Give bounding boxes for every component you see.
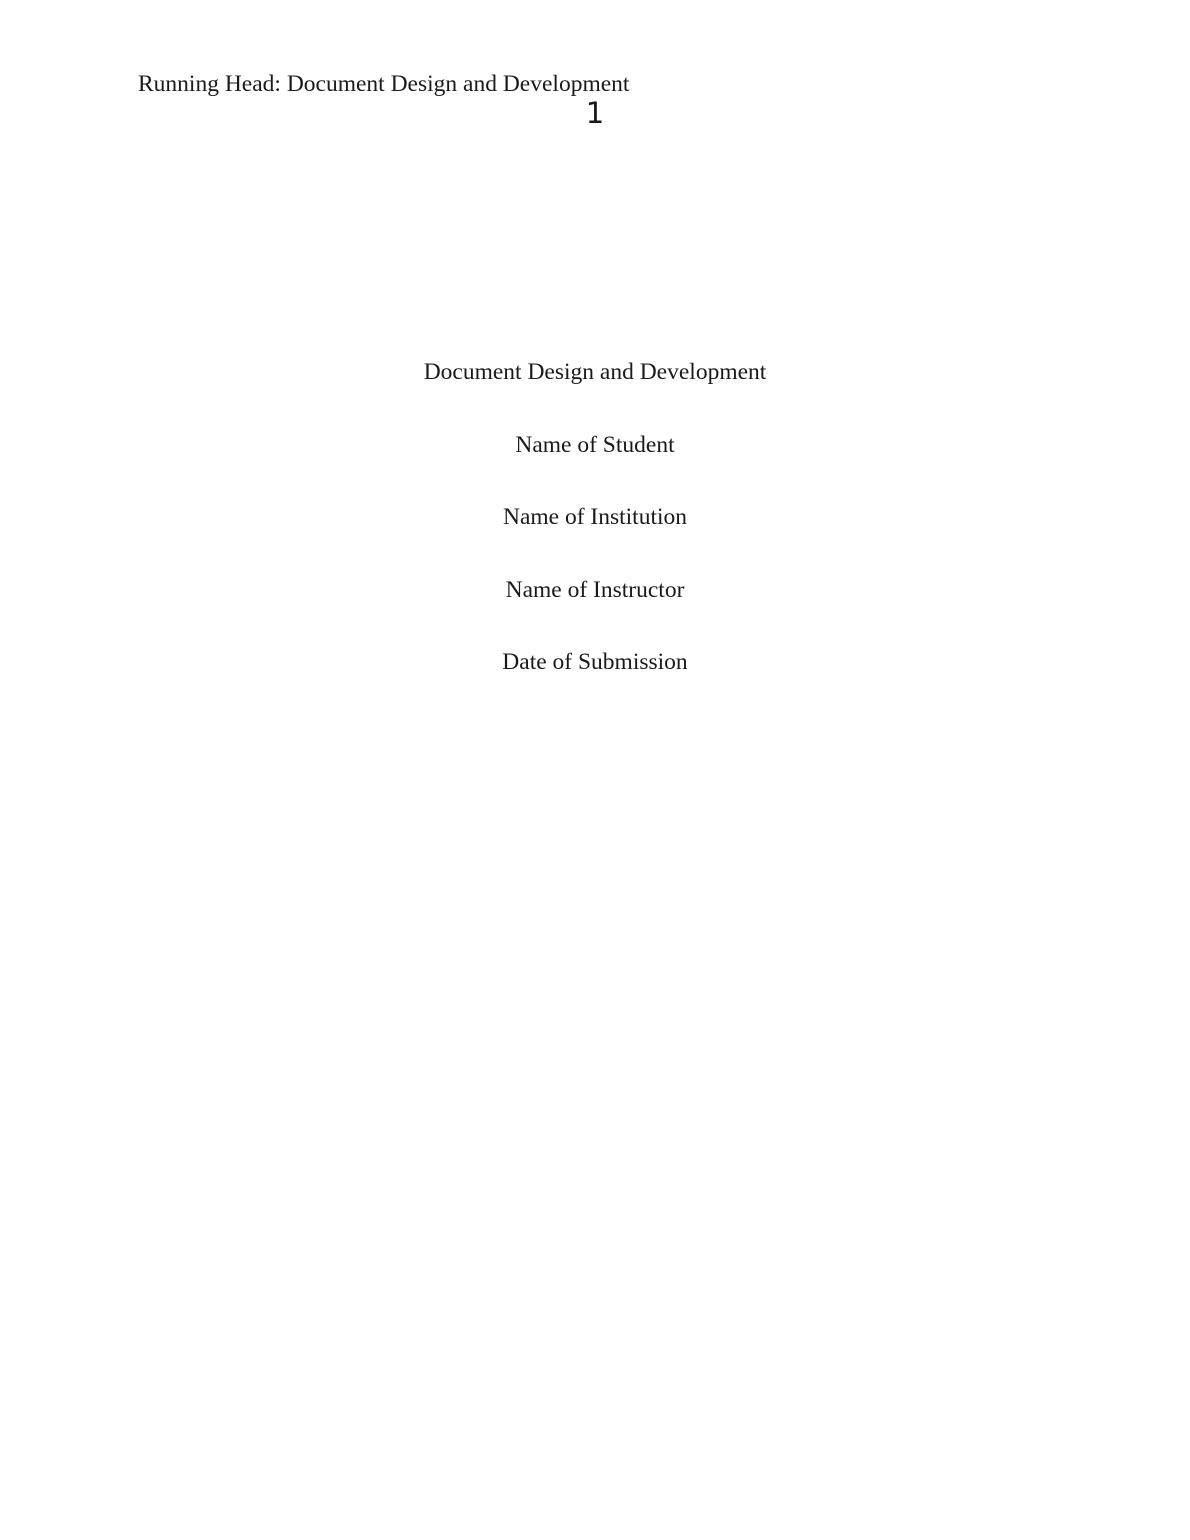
title-block <box>0 336 1190 699</box>
student-name-line: Name of Student <box>515 431 675 458</box>
page-number: 1 <box>585 96 605 130</box>
institution-name-line: Name of Institution <box>502 504 688 530</box>
document-title: Document Design and Development <box>423 359 767 385</box>
instructor-name-line: Name of Instructor <box>505 576 685 603</box>
running-head: Running Head: Document Design and Development <box>138 71 630 97</box>
submission-date-line: Date of Submission <box>502 649 688 675</box>
